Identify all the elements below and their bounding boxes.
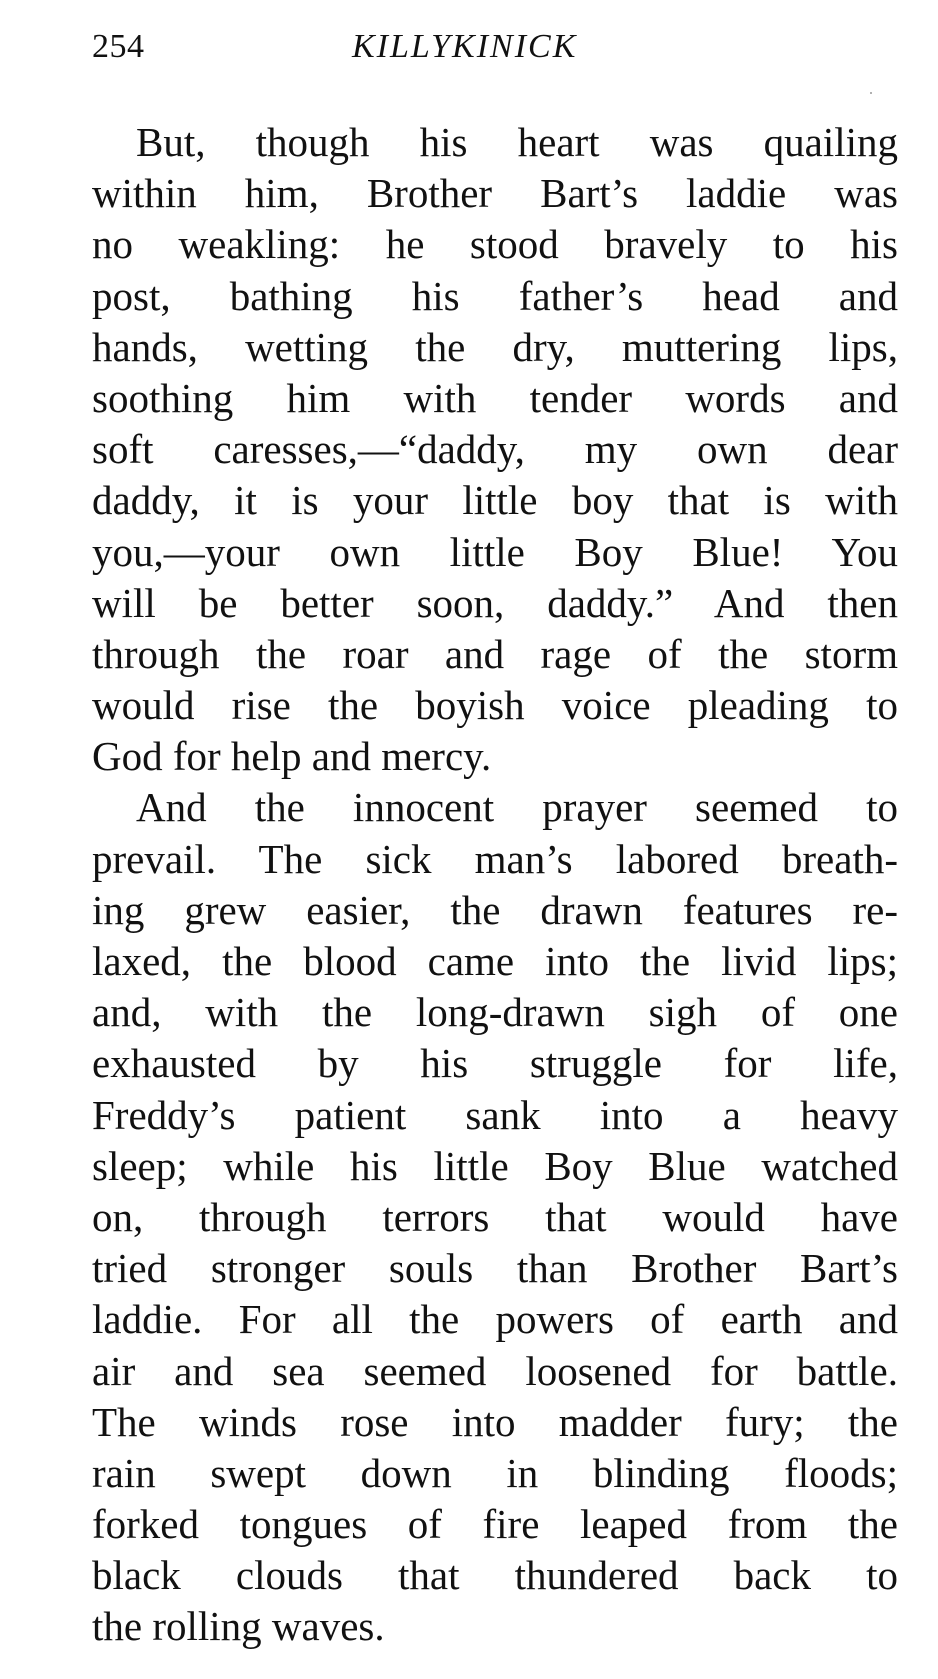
text-line: forked tongues of fire leaped from the bbox=[92, 1501, 898, 1548]
paragraph-1 bbox=[92, 117, 898, 782]
text-line: air and sea seemed loosened for battle. bbox=[92, 1347, 898, 1394]
text-line: laxed, the blood came into the livid lips; bbox=[92, 938, 898, 984]
text-line: exhausted by his struggle for life, bbox=[92, 1040, 898, 1087]
text-line: you,—your own little Boy Blue! You bbox=[92, 528, 898, 575]
text-line: The winds rose into madder fury; the bbox=[92, 1398, 898, 1445]
text-line: soft caresses,—“daddy, my own dear bbox=[92, 426, 898, 473]
text-line: Freddy’s patient sank into a heavy bbox=[92, 1091, 898, 1138]
text-line: and, with the long-drawn sigh of one bbox=[92, 989, 898, 1036]
page-number: 254 bbox=[92, 28, 145, 65]
text-line: sleep; while his little Boy Blue watched bbox=[92, 1142, 898, 1189]
text-line: ing grew easier, the drawn features re- bbox=[92, 886, 898, 933]
text-line: through the roar and rage of the storm bbox=[92, 630, 898, 677]
text-line: laddie. For all the powers of earth and bbox=[92, 1296, 898, 1343]
text-line: on, through terrors that would have bbox=[92, 1193, 898, 1240]
text-line: no weakling: he stood bravely to his bbox=[92, 221, 898, 268]
running-title: KILLYKINICK bbox=[352, 28, 578, 65]
text-line: rain swept down in blinding floods; bbox=[92, 1449, 898, 1496]
text-line: post, bathing his father’s head and bbox=[92, 272, 898, 319]
text-line: soothing him with tender words and bbox=[92, 374, 898, 421]
text-line: will be better soon, daddy.” And then bbox=[92, 579, 898, 626]
text-line: But, though his heart was quailing bbox=[136, 119, 898, 165]
running-head bbox=[92, 28, 892, 78]
text-line: daddy, it is your little boy that is with bbox=[92, 477, 898, 524]
paragraph-2 bbox=[92, 782, 898, 1652]
paper-speck bbox=[870, 92, 872, 94]
text-line: prevail. The sick man’s labored breath- bbox=[92, 835, 898, 882]
text-line: would rise the boyish voice pleading to bbox=[92, 682, 898, 729]
text-line: And the innocent prayer seemed to bbox=[136, 784, 898, 831]
text-line: the rolling waves. bbox=[92, 1603, 385, 1650]
body-text bbox=[92, 117, 898, 1653]
text-line: hands, wetting the dry, muttering lips, bbox=[92, 323, 898, 370]
text-line: God for help and mercy. bbox=[92, 733, 492, 780]
text-line: tried stronger souls than Brother Bart’s bbox=[92, 1245, 898, 1292]
text-line: within him, Brother Bart’s laddie was bbox=[92, 170, 898, 217]
text-line: black clouds that thundered back to bbox=[92, 1552, 898, 1599]
